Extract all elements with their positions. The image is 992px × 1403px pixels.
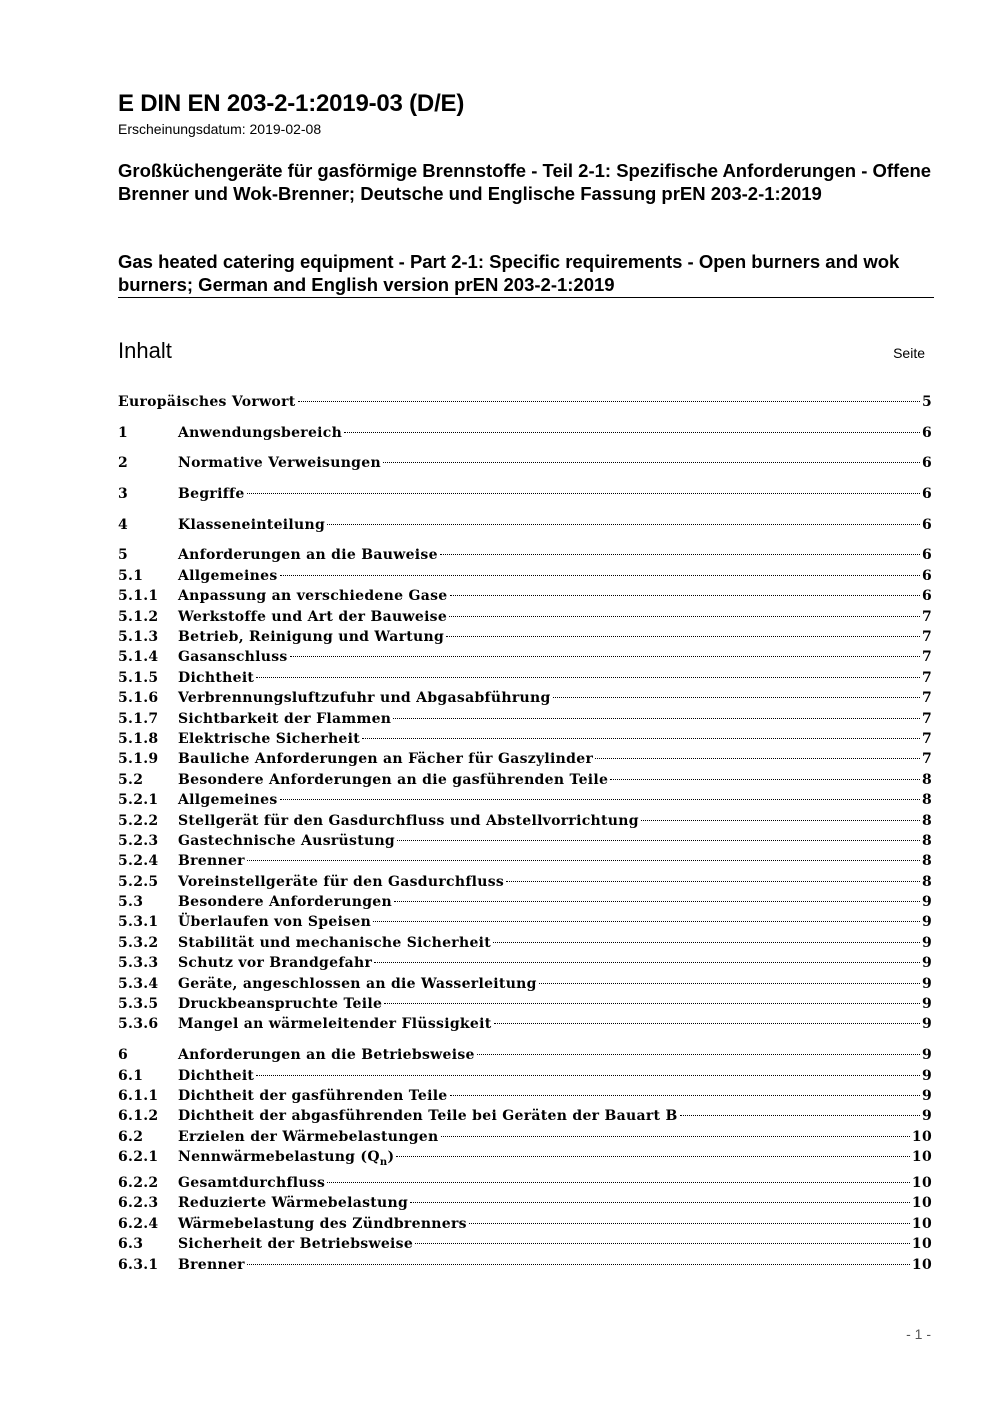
toc-entry-title [178, 813, 639, 829]
toc-entry-number: 2 [118, 455, 129, 472]
toc-entry-title-text: Sichtbarkeit der Flammen [178, 710, 392, 727]
toc-entry-number: 5 [118, 547, 129, 564]
toc-leader-dots [256, 1075, 920, 1076]
toc-entry-number: 5.1.8 [118, 730, 159, 747]
toc-entry-title-text: Klasseneinteilung [178, 516, 326, 533]
toc-entry-number: 6.1 [118, 1067, 144, 1084]
toc-entry-page: 8 [921, 771, 932, 788]
toc-entry[interactable] [118, 853, 932, 873]
toc-entry-page: 7 [921, 669, 932, 686]
toc-entry-title-text: Sicherheit der Betriebsweise [178, 1236, 414, 1253]
toc-entry-page: 6 [921, 567, 932, 584]
toc-entry-title [178, 711, 391, 727]
toc-entry[interactable] [118, 670, 932, 690]
toc-entry-number: 5.1.9 [118, 751, 159, 768]
toc-entry-title [178, 1195, 408, 1211]
toc-leader-dots [553, 697, 920, 698]
toc-leader-dots [393, 718, 920, 719]
toc-entry-number: 5.1.1 [118, 588, 159, 605]
toc-entry-page: 9 [921, 975, 932, 992]
toc-entry-page: 9 [921, 914, 932, 931]
toc-leader-dots [374, 962, 920, 963]
toc-entry[interactable] [118, 955, 932, 975]
toc-entry[interactable] [118, 874, 932, 894]
toc-leader-dots [595, 758, 920, 759]
toc-entry-title-text: Anforderungen an die Betriebsweise [178, 1047, 475, 1064]
toc-heading: Inhalt [118, 338, 172, 363]
toc-entry[interactable] [118, 914, 932, 934]
toc-entry[interactable] [118, 394, 932, 414]
toc-entry-page: 8 [921, 812, 932, 829]
toc-entry-title-text: Geräte, angeschlossen an die Wasserleitung [178, 975, 537, 992]
toc-entry-title-text: Stabilität und mechanische Sicherheit [178, 934, 492, 951]
toc-leader-dots [446, 636, 920, 637]
toc-entry-page: 10 [911, 1175, 932, 1192]
toc-entry-page: 10 [911, 1195, 932, 1212]
toc-entry-title-text: Europäisches Vorwort [118, 394, 296, 410]
toc-entry-title-text: Anwendungsbereich [178, 424, 343, 441]
toc-entry-page: 8 [921, 792, 932, 809]
toc-entry-title [178, 670, 254, 686]
toc-entry[interactable] [118, 813, 932, 833]
toc-entry-number: 5.2.1 [118, 792, 159, 809]
toc-entry[interactable] [118, 751, 932, 771]
toc-entry-title [178, 1236, 413, 1252]
toc-entry-number: 5.3.3 [118, 955, 159, 972]
toc-leader-dots [415, 1243, 910, 1244]
toc-entry-page: 8 [921, 832, 932, 849]
toc-entry-title-text: Allgemeines [178, 792, 278, 809]
toc-entry-title-text: Wärmebelastung des Zündbrenners [178, 1215, 467, 1232]
toc-leader-dots [280, 799, 920, 800]
toc-entry-title [178, 894, 392, 910]
toc-entry[interactable] [118, 1088, 932, 1108]
toc-entry-number: 6.2.4 [118, 1215, 159, 1232]
toc-entry-page: 7 [921, 730, 932, 747]
toc-entry-title [178, 1047, 475, 1063]
toc-entry[interactable] [118, 1236, 932, 1256]
toc-entry-page: 9 [921, 894, 932, 911]
toc-leader-dots [680, 1115, 920, 1116]
toc-entry-page: 7 [921, 608, 932, 625]
toc-entry-page: 6 [921, 516, 932, 533]
toc-entry-title [178, 1257, 245, 1273]
toc-entry-page: 9 [921, 934, 932, 951]
toc-entry[interactable] [118, 649, 932, 669]
toc-entry[interactable] [118, 1149, 932, 1175]
toc-entry-number: 5.3.2 [118, 934, 159, 951]
toc-entry-title [178, 955, 372, 971]
toc-entry-title-text: Elektrische Sicherheit [178, 730, 361, 747]
toc-leader-dots [247, 860, 920, 861]
toc-entry[interactable] [118, 996, 932, 1016]
toc-entry-number: 5.2.5 [118, 873, 159, 890]
title-english: Gas heated catering equipment - Part 2-1: Specific requirements - Open burners and wok burners; German and English version prEN 203-2-1:2019 [118, 251, 900, 295]
toc-entry[interactable] [118, 517, 932, 537]
toc-entry-page: 9 [921, 1067, 932, 1084]
toc-entry-number: 5.1.4 [118, 649, 159, 666]
toc-entry-number: 5.1.3 [118, 629, 159, 645]
toc-entry-number: 4 [118, 516, 129, 533]
toc-entry-number: 5.3.5 [118, 996, 159, 1013]
toc-entry-title [178, 425, 342, 441]
toc-entry-page: 7 [921, 710, 932, 727]
toc-leader-dots [396, 1156, 910, 1157]
toc-leader-dots [362, 738, 920, 739]
toc-entry-title-text: Reduzierte Wärmebelastung [178, 1195, 409, 1212]
toc-entry-number: 5.1.7 [118, 710, 159, 727]
toc-entry[interactable] [118, 976, 932, 996]
toc-entry-title-text: Betrieb, Reinigung und Wartung [178, 629, 445, 645]
toc-entry[interactable] [118, 629, 932, 649]
page-number: - 1 - [906, 1326, 931, 1342]
toc-entry-page: 6 [921, 547, 932, 564]
toc-entry-title-text: Anforderungen an die Bauweise [178, 547, 438, 564]
document-id: E DIN EN 203-2-1:2019-03 (D/E) [118, 90, 465, 117]
toc-entry-number: 6.3.1 [118, 1256, 159, 1273]
toc-entry-title [178, 976, 537, 992]
toc-entry[interactable] [118, 833, 932, 853]
toc-entry-title-text: Gastechnische Ausrüstung [178, 832, 396, 849]
toc-entry-title-text: Besondere Anforderungen [178, 894, 392, 911]
toc-entry-title [178, 996, 382, 1012]
toc-entry-title [178, 568, 278, 584]
toc-entry-page: 10 [911, 1128, 932, 1145]
toc-entry[interactable] [118, 1195, 932, 1215]
toc-entry-title-text: Druckbeanspruchte Teile [178, 996, 383, 1013]
toc-entry-title [178, 1016, 492, 1032]
toc-entry-number: 6.2.3 [118, 1195, 159, 1212]
toc-leader-dots [373, 921, 920, 922]
toc-entry-title [178, 751, 593, 767]
toc-entry-title [178, 1129, 439, 1145]
toc-leader-dots [256, 677, 920, 678]
toc-entry-title-suffix: ) [387, 1149, 395, 1166]
toc-entry-number: 5.1.2 [118, 608, 159, 625]
toc-entry-page: 6 [921, 455, 932, 472]
toc-leader-dots [493, 942, 920, 943]
toc-leader-dots [440, 554, 920, 555]
toc-entry[interactable] [118, 455, 932, 475]
toc-entry-title-text: Normative Verweisungen [178, 455, 381, 472]
toc-entry-title-text: Dichtheit der gasführenden Teile [178, 1087, 448, 1104]
toc-entry-page: 8 [921, 853, 932, 870]
toc-entry-title-text: Dichtheit [178, 1067, 255, 1084]
toc-entry-number: 5.3.6 [118, 1016, 159, 1033]
toc-entry-title-text: Gesamtdurchfluss [178, 1175, 326, 1192]
toc-entry-number: 1 [118, 424, 129, 441]
toc-entry-number: 5.1 [118, 567, 144, 584]
table-of-contents [118, 394, 932, 1277]
toc-entry-number: 6 [118, 1047, 129, 1064]
toc-entry-number: 6.1.1 [118, 1087, 159, 1104]
toc-entry-title-text: Anpassung an verschiedene Gase [178, 588, 448, 605]
title-german: Großküchengeräte für gasförmige Brennstoffe - Teil 2-1: Spezifische Anforderungen - Offene Brenner und Wok-Brenner; Deutsche und Englische Fassung prEN 203-2-1:2019 [118, 160, 932, 204]
toc-entry-title-text: Dichtheit [178, 669, 255, 686]
toc-entry-page: 5 [921, 394, 932, 410]
toc-leader-dots [383, 462, 920, 463]
toc-entry-title [178, 629, 444, 645]
toc-entry-page: 9 [921, 1108, 932, 1125]
toc-entry-title-text: Besondere Anforderungen an die gasführenden Teile [178, 771, 609, 788]
toc-entry-title-text: Brenner [178, 1256, 245, 1273]
toc-entry-title [178, 853, 245, 869]
toc-entry-page: 6 [921, 486, 932, 503]
toc-entry[interactable] [118, 547, 932, 567]
toc-entry-title [178, 1088, 448, 1104]
toc-entry[interactable] [118, 1129, 932, 1149]
toc-entry[interactable] [118, 690, 932, 710]
toc-entry-title [178, 772, 608, 788]
toc-entry-title-text: Schutz vor Brandgefahr [178, 955, 373, 972]
toc-entry-page: 9 [921, 1087, 932, 1104]
toc-entry-title [178, 935, 491, 951]
toc-entry-number: 6.2 [118, 1128, 144, 1145]
toc-entry-title [178, 914, 371, 930]
toc-entry-title-text: Gasanschluss [178, 649, 288, 666]
toc-leader-dots [394, 901, 920, 902]
toc-entry-title [178, 833, 395, 849]
toc-entry[interactable] [118, 1175, 932, 1195]
toc-leader-dots [449, 616, 920, 617]
toc-entry-page: 9 [921, 955, 932, 972]
title-divider [118, 297, 934, 298]
toc-entry-title [178, 731, 360, 747]
toc-entry[interactable] [118, 1068, 932, 1088]
toc-leader-dots [641, 820, 920, 821]
toc-entry[interactable] [118, 1257, 932, 1277]
toc-leader-dots [539, 983, 920, 984]
toc-entry[interactable] [118, 935, 932, 955]
toc-leader-dots [450, 1095, 920, 1096]
toc-entry-title [178, 874, 504, 890]
toc-entry-number: 5.3 [118, 894, 144, 911]
toc-entry-page: 7 [921, 690, 932, 707]
toc-entry-page: 10 [911, 1236, 932, 1253]
toc-entry-title-text: Erzielen der Wärmebelastungen [178, 1128, 439, 1145]
toc-entry-title [178, 1068, 254, 1084]
toc-entry[interactable] [118, 731, 932, 751]
toc-leader-dots [298, 401, 920, 402]
toc-entry-number: 5.3.1 [118, 914, 159, 931]
toc-leader-dots [290, 656, 920, 657]
toc-entry[interactable] [118, 792, 932, 812]
toc-entry-title [178, 1149, 395, 1169]
toc-entry-page: 9 [921, 1016, 932, 1033]
toc-leader-dots [450, 595, 920, 596]
toc-entry-number: 5.2.3 [118, 832, 159, 849]
toc-entry-title [178, 1108, 678, 1124]
toc-entry[interactable] [118, 568, 932, 588]
toc-entry-title-text: Mangel an wärmeleitender Flüssigkeit [178, 1016, 492, 1033]
toc-entry-title [118, 394, 296, 410]
toc-leader-dots [397, 840, 920, 841]
toc-leader-dots [247, 493, 920, 494]
toc-entry-title [178, 690, 551, 706]
toc-entry-page: 8 [921, 873, 932, 890]
toc-entry-page: 7 [921, 751, 932, 768]
toc-entry-number: 5.2 [118, 771, 144, 788]
toc-entry-number: 6.3 [118, 1236, 144, 1253]
toc-entry-number: 6.2.1 [118, 1149, 159, 1166]
toc-entry[interactable] [118, 425, 932, 445]
toc-entry-number: 6.1.2 [118, 1108, 159, 1125]
toc-entry-title-text: Bauliche Anforderungen an Fächer für Gaszylinder [178, 751, 594, 768]
publication-date: Erscheinungsdatum: 2019-02-08 [118, 121, 322, 137]
toc-leader-dots [280, 575, 920, 576]
toc-entry-page: 10 [911, 1149, 932, 1166]
toc-entry-title [178, 1175, 325, 1191]
toc-entry-title-text: Stellgerät für den Gasdurchfluss und Abstellvorrichtung [178, 812, 639, 829]
toc-entry-title [178, 455, 381, 471]
toc-entry-title [178, 1216, 467, 1232]
toc-entry[interactable] [118, 609, 932, 629]
toc-entry-title [178, 517, 325, 533]
toc-entry-title-text: Dichtheit der abgasführenden Teile bei Geräten der Bauart B [178, 1108, 678, 1125]
toc-leader-dots [344, 432, 920, 433]
toc-entry[interactable] [118, 1108, 932, 1128]
toc-entry-title-text: Verbrennungsluftzufuhr und Abgasabführung [178, 690, 551, 707]
toc-entry[interactable] [118, 711, 932, 731]
toc-leader-dots [469, 1223, 910, 1224]
toc-entry-page: 6 [921, 588, 932, 605]
toc-leader-dots [441, 1136, 910, 1137]
toc-leader-dots [247, 1264, 910, 1265]
toc-entry[interactable] [118, 1216, 932, 1236]
toc-entry[interactable] [118, 894, 932, 914]
toc-entry[interactable] [118, 1016, 932, 1036]
toc-entry-title-text: Nennwärmebelastung (Q [178, 1149, 380, 1166]
toc-entry-title-text: Werkstoffe und Art der Bauweise [178, 608, 448, 625]
toc-entry-page: 7 [921, 629, 932, 645]
toc-leader-dots [494, 1023, 920, 1024]
toc-entry-number: 5.3.4 [118, 975, 159, 992]
toc-entry-page: 10 [911, 1215, 932, 1232]
toc-entry-title-text: Brenner [178, 853, 245, 870]
toc-entry-title [178, 547, 438, 563]
toc-entry-title-text: Überlaufen von Speisen [178, 914, 372, 931]
toc-entry-title-text: Begriffe [178, 486, 245, 503]
toc-entry-page: 9 [921, 996, 932, 1013]
toc-entry-title-text: Voreinstellgeräte für den Gasdurchfluss [178, 873, 505, 890]
toc-entry-number: 6.2.2 [118, 1175, 159, 1192]
toc-entry-title [178, 486, 245, 502]
toc-entry-title [178, 792, 278, 808]
toc-leader-dots [327, 524, 920, 525]
toc-leader-dots [610, 779, 920, 780]
toc-entry-page: 10 [911, 1256, 932, 1273]
toc-entry-number: 5.1.6 [118, 690, 159, 707]
toc-entry-page: 9 [921, 1047, 932, 1064]
toc-leader-dots [477, 1054, 920, 1055]
toc-page-column-label: Seite [893, 345, 925, 361]
toc-entry[interactable] [118, 588, 932, 608]
toc-leader-dots [327, 1182, 910, 1183]
toc-entry-page: 7 [921, 649, 932, 666]
toc-entry-number: 5.2.4 [118, 853, 159, 870]
toc-entry[interactable] [118, 772, 932, 792]
toc-entry-number: 5.1.5 [118, 669, 159, 686]
toc-entry[interactable] [118, 486, 932, 506]
toc-leader-dots [506, 881, 920, 882]
toc-leader-dots [410, 1202, 910, 1203]
toc-entry-subscript: n [379, 1157, 388, 1169]
toc-leader-dots [384, 1003, 920, 1004]
toc-entry-title [178, 588, 448, 604]
toc-entry-title [178, 609, 447, 625]
toc-entry-number: 5.2.2 [118, 812, 159, 829]
toc-entry-page: 6 [921, 424, 932, 441]
toc-entry-number: 3 [118, 486, 129, 503]
toc-entry[interactable] [118, 1047, 932, 1067]
toc-entry-title [178, 649, 288, 665]
toc-entry-title-text: Allgemeines [178, 567, 278, 584]
